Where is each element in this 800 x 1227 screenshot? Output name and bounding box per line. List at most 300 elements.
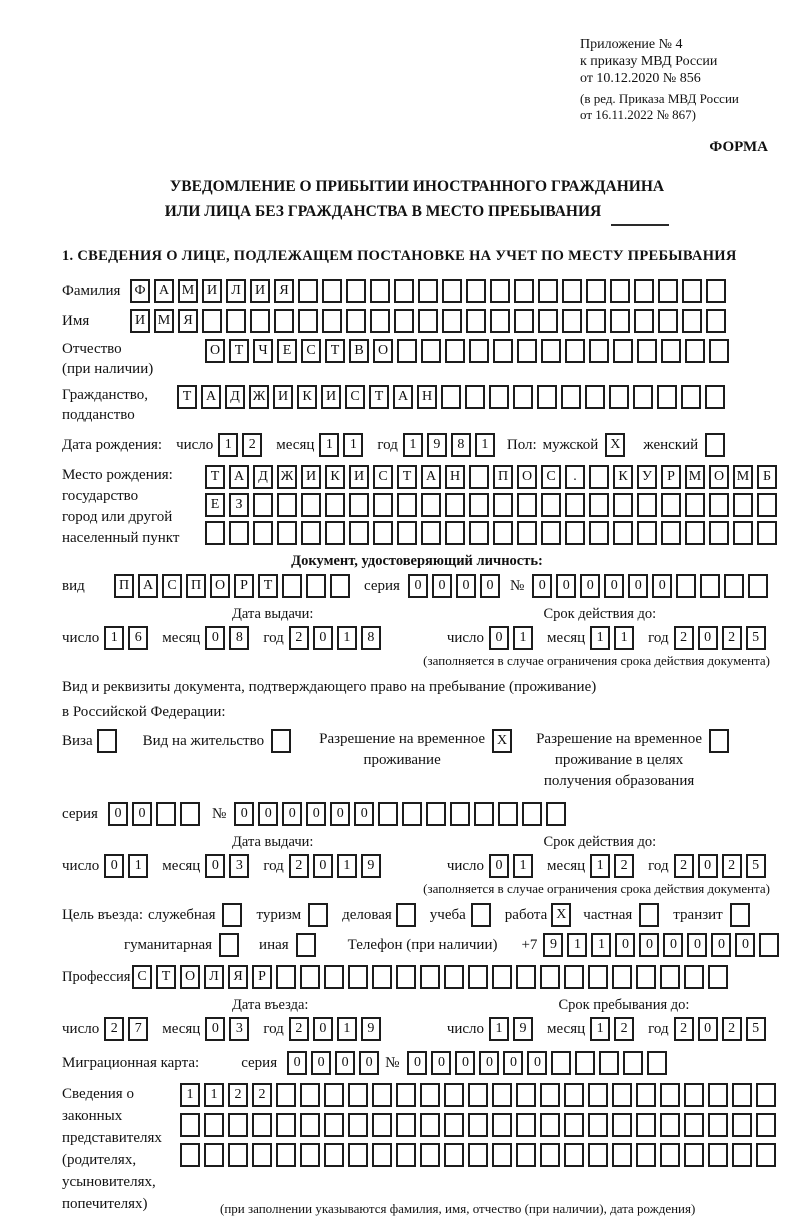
char-cell[interactable] xyxy=(589,465,609,489)
char-cell[interactable] xyxy=(609,385,629,409)
residence-permit-checkbox[interactable] xyxy=(271,729,291,753)
char-cell[interactable]: 2 xyxy=(228,1083,248,1107)
char-cell[interactable] xyxy=(588,965,608,989)
char-cell[interactable] xyxy=(708,965,728,989)
char-cell[interactable] xyxy=(637,521,657,545)
char-cell[interactable]: Р xyxy=(234,574,254,598)
char-cell[interactable] xyxy=(301,521,321,545)
char-cell[interactable] xyxy=(517,339,537,363)
char-cell[interactable] xyxy=(684,1083,704,1107)
char-cell[interactable] xyxy=(301,493,321,517)
char-cell[interactable] xyxy=(492,1143,512,1167)
char-cell[interactable] xyxy=(396,965,416,989)
char-cell[interactable] xyxy=(634,309,654,333)
char-cell[interactable]: 3 xyxy=(229,1017,249,1041)
char-cell[interactable] xyxy=(277,521,297,545)
char-cell[interactable]: 0 xyxy=(735,933,755,957)
char-cell[interactable]: 0 xyxy=(711,933,731,957)
char-cell[interactable]: 0 xyxy=(313,1017,333,1041)
char-cell[interactable]: Т xyxy=(177,385,197,409)
char-cell[interactable] xyxy=(468,1083,488,1107)
char-cell[interactable]: 0 xyxy=(556,574,576,598)
char-cell[interactable]: 1 xyxy=(475,433,495,457)
char-cell[interactable] xyxy=(276,1143,296,1167)
char-cell[interactable]: 2 xyxy=(674,854,694,878)
char-cell[interactable] xyxy=(348,1083,368,1107)
char-cell[interactable] xyxy=(613,339,633,363)
char-cell[interactable] xyxy=(564,1143,584,1167)
char-cell[interactable]: 9 xyxy=(361,854,381,878)
char-cell[interactable]: 0 xyxy=(698,854,718,878)
char-cell[interactable] xyxy=(514,279,534,303)
char-cell[interactable]: 1 xyxy=(204,1083,224,1107)
char-cell[interactable] xyxy=(180,802,200,826)
char-cell[interactable]: 0 xyxy=(431,1051,451,1075)
char-cell[interactable] xyxy=(565,521,585,545)
char-cell[interactable] xyxy=(756,1143,776,1167)
char-cell[interactable] xyxy=(565,493,585,517)
char-cell[interactable] xyxy=(538,279,558,303)
char-cell[interactable]: 2 xyxy=(674,1017,694,1041)
char-cell[interactable] xyxy=(492,965,512,989)
char-cell[interactable]: 0 xyxy=(313,626,333,650)
char-cell[interactable]: 0 xyxy=(456,574,476,598)
char-cell[interactable]: 8 xyxy=(361,626,381,650)
char-cell[interactable] xyxy=(537,385,557,409)
char-cell[interactable] xyxy=(610,279,630,303)
char-cell[interactable] xyxy=(202,309,222,333)
char-cell[interactable] xyxy=(489,385,509,409)
char-cell[interactable]: О xyxy=(210,574,230,598)
char-cell[interactable] xyxy=(444,965,464,989)
char-cell[interactable] xyxy=(685,339,705,363)
char-cell[interactable] xyxy=(468,1143,488,1167)
char-cell[interactable]: 1 xyxy=(104,626,124,650)
char-cell[interactable]: 1 xyxy=(403,433,423,457)
char-cell[interactable] xyxy=(396,1143,416,1167)
char-cell[interactable]: А xyxy=(154,279,174,303)
char-cell[interactable] xyxy=(757,521,777,545)
char-cell[interactable] xyxy=(205,521,225,545)
char-cell[interactable]: Я xyxy=(228,965,248,989)
char-cell[interactable] xyxy=(588,1083,608,1107)
char-cell[interactable] xyxy=(586,309,606,333)
char-cell[interactable] xyxy=(282,574,302,598)
char-cell[interactable] xyxy=(490,309,510,333)
char-cell[interactable] xyxy=(469,339,489,363)
char-cell[interactable] xyxy=(420,1143,440,1167)
char-cell[interactable]: 0 xyxy=(663,933,683,957)
char-cell[interactable]: 0 xyxy=(698,1017,718,1041)
sex-male-checkbox[interactable]: X xyxy=(605,433,625,457)
char-cell[interactable]: 2 xyxy=(674,626,694,650)
char-cell[interactable] xyxy=(274,309,294,333)
char-cell[interactable]: И xyxy=(301,465,321,489)
char-cell[interactable]: И xyxy=(349,465,369,489)
char-cell[interactable] xyxy=(324,1113,344,1137)
char-cell[interactable]: М xyxy=(685,465,705,489)
char-cell[interactable]: Ф xyxy=(130,279,150,303)
char-cell[interactable] xyxy=(490,279,510,303)
char-cell[interactable] xyxy=(325,521,345,545)
char-cell[interactable]: 6 xyxy=(128,626,148,650)
char-cell[interactable] xyxy=(517,521,537,545)
char-cell[interactable]: 2 xyxy=(614,1017,634,1041)
purpose-other-checkbox[interactable] xyxy=(296,933,316,957)
char-cell[interactable]: 2 xyxy=(289,626,309,650)
char-cell[interactable]: 0 xyxy=(205,1017,225,1041)
char-cell[interactable] xyxy=(468,965,488,989)
char-cell[interactable]: Л xyxy=(226,279,246,303)
char-cell[interactable]: 1 xyxy=(590,626,610,650)
char-cell[interactable] xyxy=(588,1113,608,1137)
char-cell[interactable] xyxy=(325,493,345,517)
char-cell[interactable] xyxy=(562,279,582,303)
char-cell[interactable]: 9 xyxy=(361,1017,381,1041)
char-cell[interactable]: 9 xyxy=(543,933,563,957)
char-cell[interactable] xyxy=(546,802,566,826)
char-cell[interactable] xyxy=(561,385,581,409)
char-cell[interactable]: Н xyxy=(445,465,465,489)
char-cell[interactable] xyxy=(474,802,494,826)
char-cell[interactable] xyxy=(348,1143,368,1167)
char-cell[interactable] xyxy=(442,309,462,333)
char-cell[interactable] xyxy=(612,1143,632,1167)
purpose-tourism-checkbox[interactable] xyxy=(308,903,328,927)
char-cell[interactable]: Ж xyxy=(249,385,269,409)
char-cell[interactable]: В xyxy=(349,339,369,363)
char-cell[interactable]: 1 xyxy=(591,933,611,957)
char-cell[interactable] xyxy=(756,1083,776,1107)
char-cell[interactable]: Б xyxy=(757,465,777,489)
char-cell[interactable]: Т xyxy=(205,465,225,489)
char-cell[interactable]: 0 xyxy=(580,574,600,598)
char-cell[interactable]: О xyxy=(205,339,225,363)
char-cell[interactable]: 2 xyxy=(242,433,262,457)
char-cell[interactable] xyxy=(180,1113,200,1137)
char-cell[interactable] xyxy=(660,1143,680,1167)
char-cell[interactable]: 1 xyxy=(180,1083,200,1107)
char-cell[interactable] xyxy=(330,574,350,598)
char-cell[interactable]: 2 xyxy=(722,854,742,878)
char-cell[interactable]: И xyxy=(273,385,293,409)
char-cell[interactable] xyxy=(324,965,344,989)
char-cell[interactable] xyxy=(373,493,393,517)
char-cell[interactable] xyxy=(276,1083,296,1107)
char-cell[interactable] xyxy=(402,802,422,826)
char-cell[interactable]: 0 xyxy=(489,854,509,878)
char-cell[interactable] xyxy=(300,1083,320,1107)
char-cell[interactable] xyxy=(444,1083,464,1107)
char-cell[interactable] xyxy=(682,309,702,333)
char-cell[interactable]: П xyxy=(186,574,206,598)
char-cell[interactable] xyxy=(444,1143,464,1167)
char-cell[interactable]: 2 xyxy=(722,1017,742,1041)
visa-checkbox[interactable] xyxy=(97,729,117,753)
purpose-humanitarian-checkbox[interactable] xyxy=(219,933,239,957)
char-cell[interactable] xyxy=(514,309,534,333)
char-cell[interactable] xyxy=(540,1083,560,1107)
char-cell[interactable] xyxy=(493,339,513,363)
char-cell[interactable] xyxy=(468,1113,488,1137)
char-cell[interactable]: 9 xyxy=(427,433,447,457)
char-cell[interactable] xyxy=(700,574,720,598)
char-cell[interactable] xyxy=(253,493,273,517)
char-cell[interactable]: 0 xyxy=(359,1051,379,1075)
char-cell[interactable] xyxy=(394,279,414,303)
char-cell[interactable] xyxy=(660,1113,680,1137)
char-cell[interactable] xyxy=(492,1083,512,1107)
char-cell[interactable] xyxy=(660,1083,680,1107)
char-cell[interactable] xyxy=(421,339,441,363)
char-cell[interactable] xyxy=(322,279,342,303)
char-cell[interactable] xyxy=(276,1113,296,1137)
char-cell[interactable] xyxy=(322,309,342,333)
char-cell[interactable]: 0 xyxy=(282,802,302,826)
char-cell[interactable]: 0 xyxy=(108,802,128,826)
char-cell[interactable] xyxy=(589,339,609,363)
char-cell[interactable]: Д xyxy=(253,465,273,489)
char-cell[interactable] xyxy=(658,279,678,303)
char-cell[interactable] xyxy=(589,521,609,545)
char-cell[interactable] xyxy=(732,1113,752,1137)
char-cell[interactable]: Т xyxy=(369,385,389,409)
purpose-transit-checkbox[interactable] xyxy=(730,903,750,927)
char-cell[interactable]: 0 xyxy=(258,802,278,826)
char-cell[interactable]: Т xyxy=(229,339,249,363)
char-cell[interactable] xyxy=(757,493,777,517)
char-cell[interactable] xyxy=(541,339,561,363)
char-cell[interactable] xyxy=(465,385,485,409)
char-cell[interactable]: Т xyxy=(325,339,345,363)
char-cell[interactable]: 0 xyxy=(306,802,326,826)
char-cell[interactable] xyxy=(204,1143,224,1167)
char-cell[interactable] xyxy=(684,965,704,989)
char-cell[interactable] xyxy=(708,1113,728,1137)
char-cell[interactable]: Ж xyxy=(277,465,297,489)
char-cell[interactable] xyxy=(647,1051,667,1075)
char-cell[interactable]: 0 xyxy=(615,933,635,957)
char-cell[interactable] xyxy=(732,1083,752,1107)
char-cell[interactable] xyxy=(708,1083,728,1107)
char-cell[interactable] xyxy=(636,1113,656,1137)
char-cell[interactable]: 0 xyxy=(698,626,718,650)
char-cell[interactable]: Е xyxy=(277,339,297,363)
char-cell[interactable]: О xyxy=(709,465,729,489)
char-cell[interactable]: 1 xyxy=(590,1017,610,1041)
char-cell[interactable] xyxy=(733,493,753,517)
char-cell[interactable] xyxy=(637,339,657,363)
char-cell[interactable]: У xyxy=(637,465,657,489)
char-cell[interactable] xyxy=(623,1051,643,1075)
char-cell[interactable] xyxy=(300,1143,320,1167)
char-cell[interactable]: К xyxy=(297,385,317,409)
char-cell[interactable]: С xyxy=(373,465,393,489)
char-cell[interactable]: 1 xyxy=(513,626,533,650)
char-cell[interactable]: Т xyxy=(258,574,278,598)
purpose-official-checkbox[interactable] xyxy=(222,903,242,927)
char-cell[interactable] xyxy=(661,521,681,545)
char-cell[interactable] xyxy=(298,279,318,303)
char-cell[interactable] xyxy=(709,493,729,517)
char-cell[interactable] xyxy=(441,385,461,409)
char-cell[interactable]: 0 xyxy=(652,574,672,598)
char-cell[interactable] xyxy=(426,802,446,826)
char-cell[interactable] xyxy=(346,279,366,303)
char-cell[interactable] xyxy=(724,574,744,598)
char-cell[interactable] xyxy=(636,965,656,989)
char-cell[interactable]: О xyxy=(373,339,393,363)
char-cell[interactable]: 0 xyxy=(503,1051,523,1075)
char-cell[interactable] xyxy=(612,1083,632,1107)
char-cell[interactable] xyxy=(586,279,606,303)
char-cell[interactable]: М xyxy=(733,465,753,489)
char-cell[interactable]: Л xyxy=(204,965,224,989)
char-cell[interactable]: 0 xyxy=(532,574,552,598)
char-cell[interactable] xyxy=(564,1083,584,1107)
char-cell[interactable] xyxy=(748,574,768,598)
char-cell[interactable]: 1 xyxy=(590,854,610,878)
char-cell[interactable] xyxy=(709,521,729,545)
char-cell[interactable]: 0 xyxy=(407,1051,427,1075)
char-cell[interactable] xyxy=(370,279,390,303)
char-cell[interactable] xyxy=(348,965,368,989)
char-cell[interactable]: П xyxy=(114,574,134,598)
char-cell[interactable]: И xyxy=(202,279,222,303)
char-cell[interactable] xyxy=(298,309,318,333)
char-cell[interactable] xyxy=(637,493,657,517)
char-cell[interactable]: 0 xyxy=(354,802,374,826)
char-cell[interactable] xyxy=(252,1113,272,1137)
purpose-business-checkbox[interactable] xyxy=(396,903,416,927)
char-cell[interactable] xyxy=(469,493,489,517)
char-cell[interactable] xyxy=(551,1051,571,1075)
char-cell[interactable] xyxy=(493,521,513,545)
char-cell[interactable]: 0 xyxy=(335,1051,355,1075)
char-cell[interactable] xyxy=(378,802,398,826)
char-cell[interactable] xyxy=(300,965,320,989)
char-cell[interactable] xyxy=(516,1083,536,1107)
char-cell[interactable]: Я xyxy=(274,279,294,303)
char-cell[interactable] xyxy=(394,309,414,333)
sex-female-checkbox[interactable] xyxy=(705,433,725,457)
char-cell[interactable]: 0 xyxy=(687,933,707,957)
char-cell[interactable] xyxy=(634,279,654,303)
purpose-study-checkbox[interactable] xyxy=(471,903,491,927)
char-cell[interactable] xyxy=(252,1143,272,1167)
char-cell[interactable] xyxy=(562,309,582,333)
char-cell[interactable]: 1 xyxy=(614,626,634,650)
char-cell[interactable] xyxy=(397,493,417,517)
char-cell[interactable] xyxy=(498,802,518,826)
char-cell[interactable] xyxy=(681,385,701,409)
char-cell[interactable] xyxy=(733,521,753,545)
char-cell[interactable] xyxy=(306,574,326,598)
char-cell[interactable]: А xyxy=(229,465,249,489)
char-cell[interactable] xyxy=(349,493,369,517)
char-cell[interactable]: 1 xyxy=(319,433,339,457)
char-cell[interactable] xyxy=(277,493,297,517)
char-cell[interactable]: 1 xyxy=(337,1017,357,1041)
char-cell[interactable]: А xyxy=(138,574,158,598)
char-cell[interactable] xyxy=(676,574,696,598)
char-cell[interactable] xyxy=(685,493,705,517)
char-cell[interactable]: Я xyxy=(178,309,198,333)
char-cell[interactable] xyxy=(759,933,779,957)
char-cell[interactable] xyxy=(372,965,392,989)
char-cell[interactable]: 0 xyxy=(132,802,152,826)
char-cell[interactable]: 1 xyxy=(128,854,148,878)
char-cell[interactable] xyxy=(372,1083,392,1107)
char-cell[interactable] xyxy=(684,1113,704,1137)
char-cell[interactable] xyxy=(565,339,585,363)
char-cell[interactable] xyxy=(493,493,513,517)
char-cell[interactable] xyxy=(373,521,393,545)
char-cell[interactable]: О xyxy=(517,465,537,489)
char-cell[interactable]: 0 xyxy=(489,626,509,650)
char-cell[interactable]: 7 xyxy=(128,1017,148,1041)
char-cell[interactable] xyxy=(156,802,176,826)
char-cell[interactable]: 0 xyxy=(205,854,225,878)
char-cell[interactable] xyxy=(589,493,609,517)
char-cell[interactable]: 0 xyxy=(639,933,659,957)
char-cell[interactable] xyxy=(657,385,677,409)
char-cell[interactable] xyxy=(516,1143,536,1167)
char-cell[interactable] xyxy=(610,309,630,333)
char-cell[interactable]: 2 xyxy=(104,1017,124,1041)
char-cell[interactable]: А xyxy=(421,465,441,489)
char-cell[interactable]: О xyxy=(180,965,200,989)
char-cell[interactable] xyxy=(421,493,441,517)
char-cell[interactable] xyxy=(420,1113,440,1137)
char-cell[interactable] xyxy=(636,1143,656,1167)
char-cell[interactable]: Ч xyxy=(253,339,273,363)
char-cell[interactable] xyxy=(756,1113,776,1137)
char-cell[interactable] xyxy=(522,802,542,826)
purpose-work-checkbox[interactable]: X xyxy=(551,903,571,927)
char-cell[interactable] xyxy=(421,521,441,545)
char-cell[interactable] xyxy=(516,1113,536,1137)
char-cell[interactable]: Р xyxy=(252,965,272,989)
char-cell[interactable] xyxy=(706,309,726,333)
char-cell[interactable]: 0 xyxy=(205,626,225,650)
char-cell[interactable]: С xyxy=(301,339,321,363)
char-cell[interactable]: И xyxy=(250,279,270,303)
char-cell[interactable] xyxy=(346,309,366,333)
char-cell[interactable] xyxy=(541,521,561,545)
char-cell[interactable] xyxy=(517,493,537,517)
char-cell[interactable]: 2 xyxy=(722,626,742,650)
char-cell[interactable]: 5 xyxy=(746,854,766,878)
char-cell[interactable]: 0 xyxy=(527,1051,547,1075)
char-cell[interactable]: 0 xyxy=(480,574,500,598)
char-cell[interactable]: 0 xyxy=(479,1051,499,1075)
char-cell[interactable]: 1 xyxy=(567,933,587,957)
char-cell[interactable]: С xyxy=(541,465,561,489)
purpose-private-checkbox[interactable] xyxy=(639,903,659,927)
char-cell[interactable] xyxy=(466,279,486,303)
char-cell[interactable]: . xyxy=(565,465,585,489)
char-cell[interactable] xyxy=(349,521,369,545)
char-cell[interactable] xyxy=(229,521,249,545)
char-cell[interactable] xyxy=(661,493,681,517)
char-cell[interactable] xyxy=(541,493,561,517)
char-cell[interactable] xyxy=(682,279,702,303)
char-cell[interactable] xyxy=(420,1083,440,1107)
char-cell[interactable] xyxy=(300,1113,320,1137)
char-cell[interactable] xyxy=(612,1113,632,1137)
char-cell[interactable] xyxy=(709,339,729,363)
